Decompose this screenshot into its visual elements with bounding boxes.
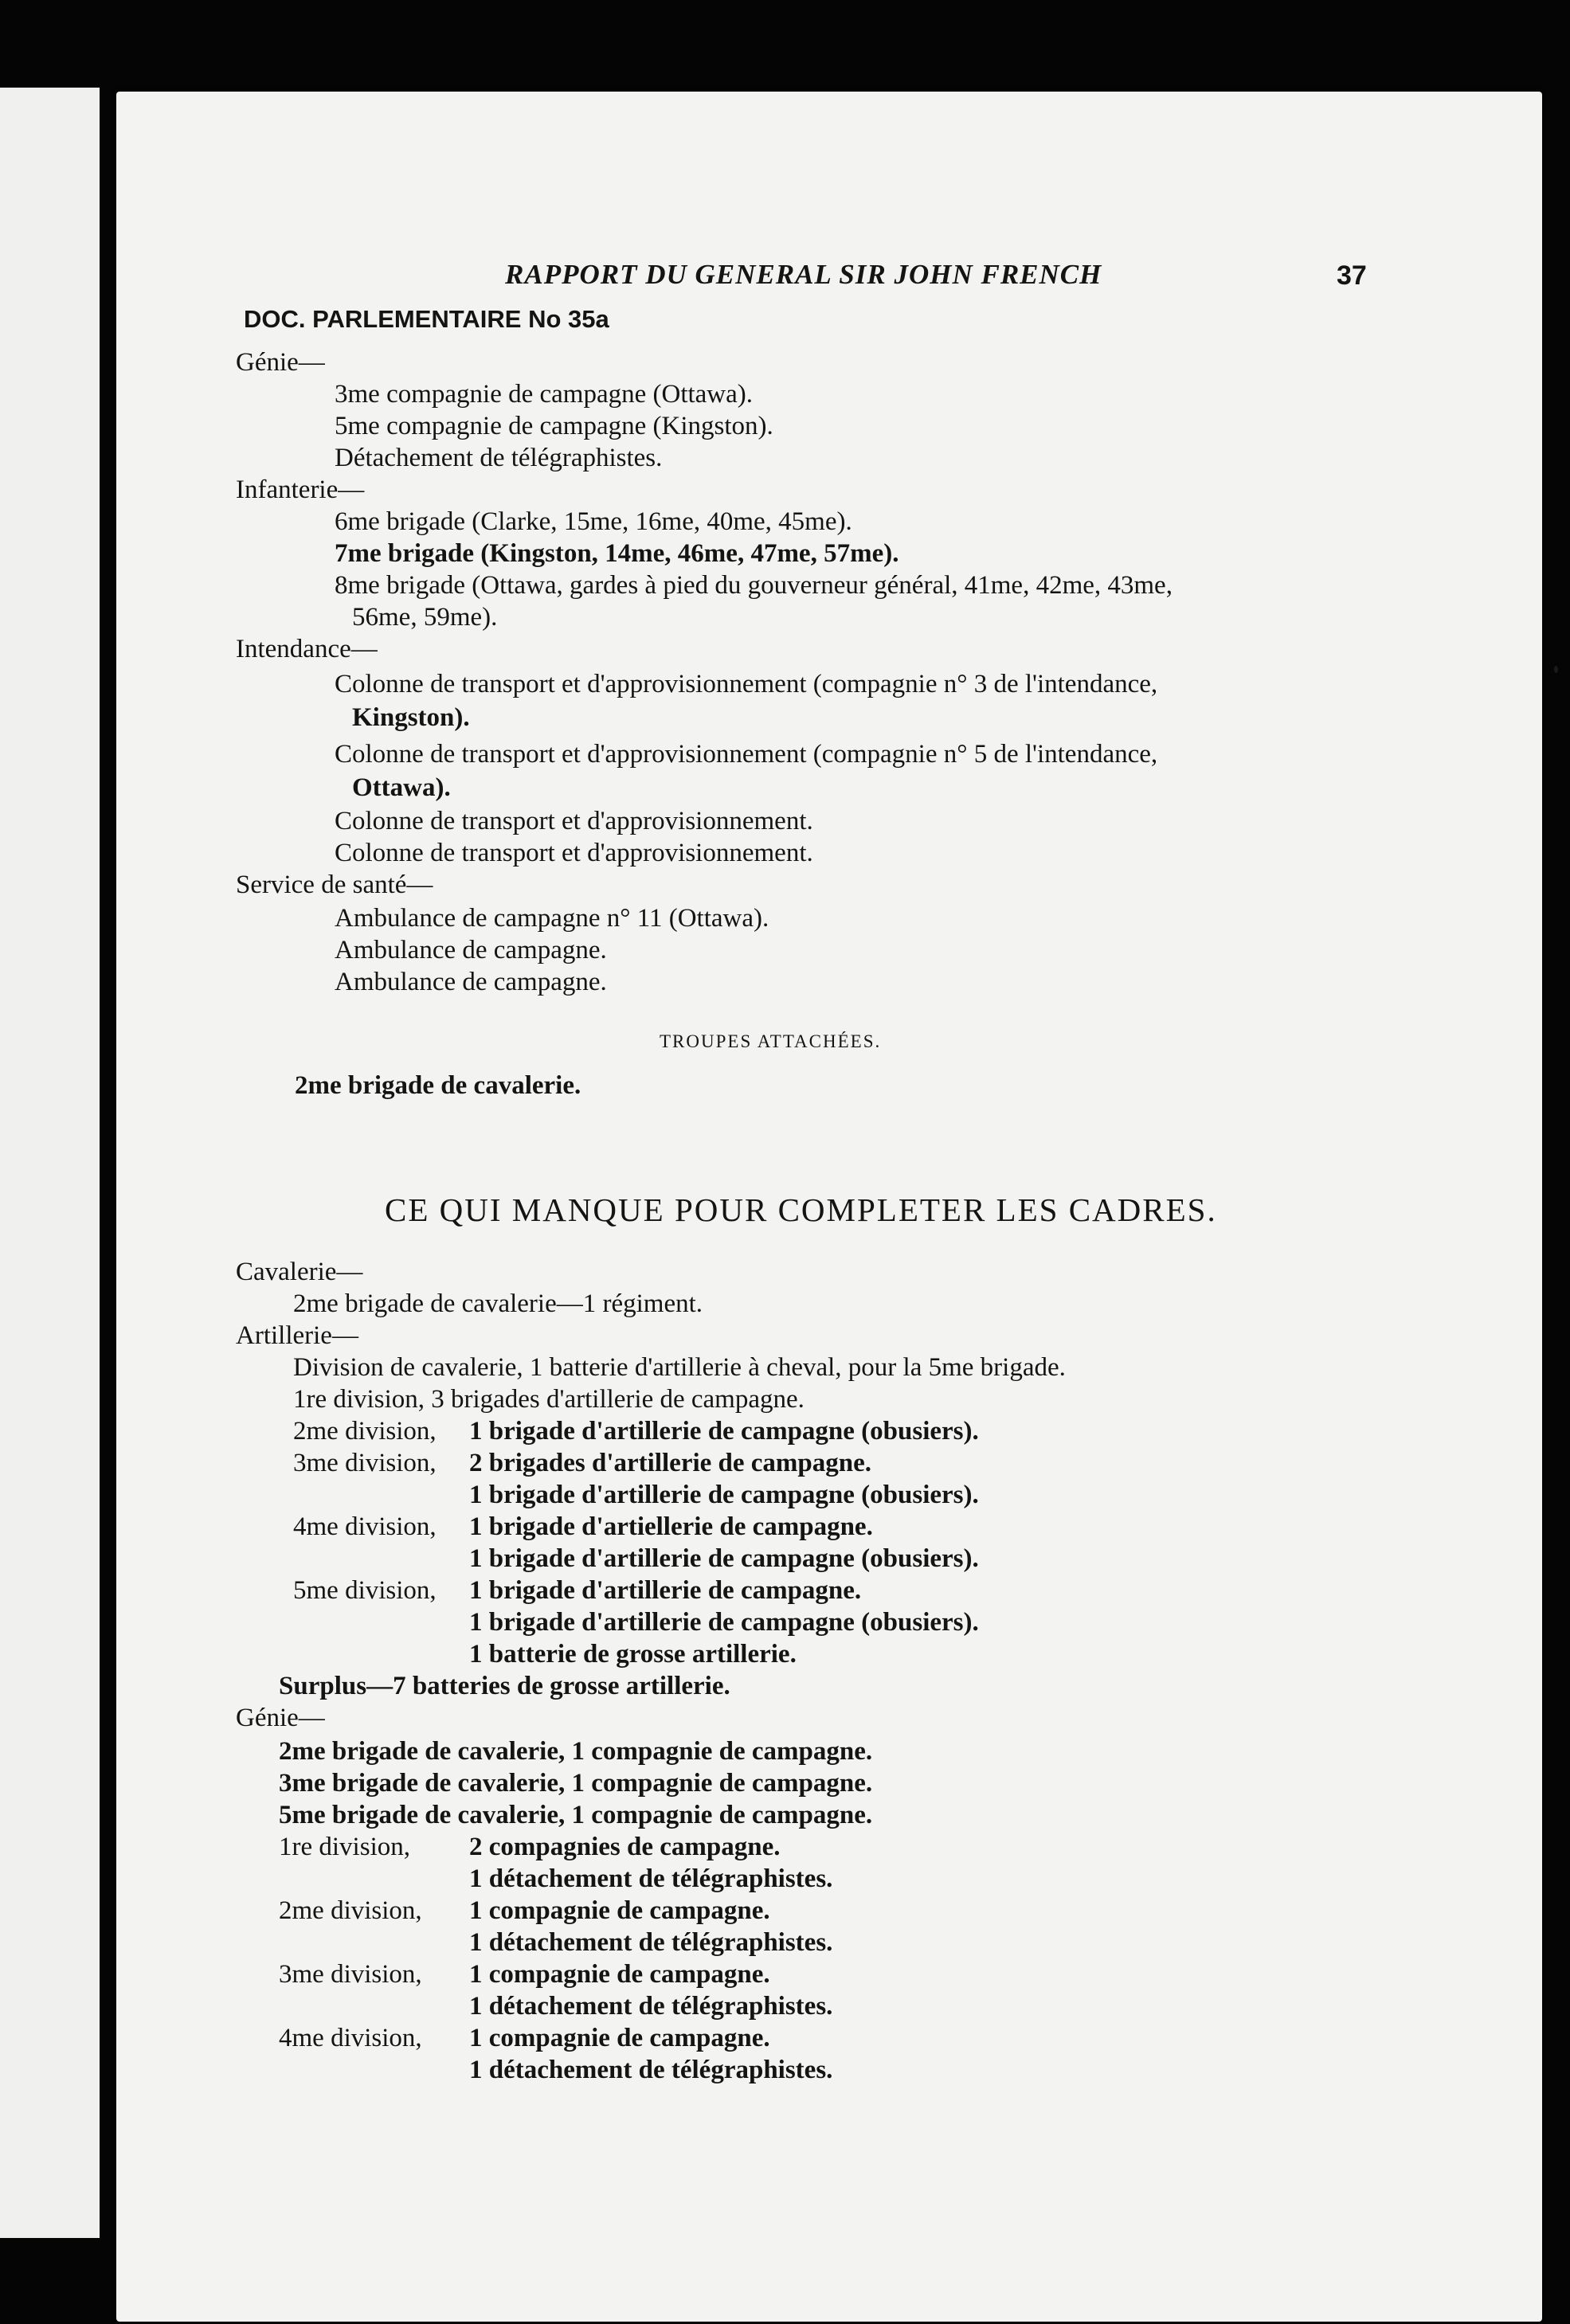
intendance-item-continued: Kingston). xyxy=(352,703,470,732)
genie2-line: 3me brigade de cavalerie, 1 compagnie de campagne. xyxy=(279,1769,873,1798)
genie2-line: 1 détachement de télégraphistes. xyxy=(469,1864,833,1893)
cavalerie-heading: Cavalerie— xyxy=(236,1258,363,1286)
document-label: DOC. PARLEMENTAIRE No 35a xyxy=(244,305,609,333)
artillerie-line: 1 brigade d'artiellerie de campagne. xyxy=(469,1512,873,1541)
genie2-line: 1 détachement de télégraphistes. xyxy=(469,1928,833,1957)
cavalerie-item: 2me brigade de cavalerie—1 régiment. xyxy=(293,1289,703,1318)
genie2-line: 1 compagnie de campagne. xyxy=(469,1896,770,1925)
genie2-line: 2me brigade de cavalerie, 1 compagnie de campagne. xyxy=(279,1737,873,1766)
artillerie-line: 1 batterie de grosse artillerie. xyxy=(469,1640,797,1669)
previous-page-edge xyxy=(0,88,100,2238)
genie-heading: Génie— xyxy=(236,348,325,377)
genie2-line: 1 détachement de télégraphistes. xyxy=(469,2056,833,2084)
genie2-line-lead: 4me division, xyxy=(279,2024,422,2052)
running-head: RAPPORT DU GENERAL SIR JOHN FRENCH xyxy=(505,259,1102,290)
genie2-line: 1 compagnie de campagne. xyxy=(469,1960,770,1989)
genie2-line: 5me brigade de cavalerie, 1 compagnie de campagne. xyxy=(279,1801,873,1829)
artillerie-heading: Artillerie— xyxy=(236,1321,358,1350)
artillerie-line-lead: 2me division, xyxy=(293,1417,437,1446)
document-page xyxy=(116,92,1542,2322)
artillerie-line: 2 brigades d'artillerie de campagne. xyxy=(469,1449,872,1477)
page-number: 37 xyxy=(1337,260,1367,291)
artillerie-line: Division de cavalerie, 1 batterie d'artillerie à cheval, pour la 5me brigade. xyxy=(293,1353,1066,1382)
intendance-item: Colonne de transport et d'approvisionnement. xyxy=(335,839,813,867)
artillerie-line-lead: 4me division, xyxy=(293,1512,437,1541)
genie-item: Détachement de télégraphistes. xyxy=(335,444,663,472)
intendance-heading: Intendance— xyxy=(236,635,378,663)
sante-item: Ambulance de campagne n° 11 (Ottawa). xyxy=(335,904,769,933)
intendance-item: Colonne de transport et d'approvisionnement (compagnie n° 5 de l'intendance, xyxy=(335,740,1158,769)
surplus-line: Surplus—7 batteries de grosse artillerie. xyxy=(279,1672,730,1700)
sante-item: Ambulance de campagne. xyxy=(335,936,607,964)
artillerie-line: 1re division, 3 brigades d'artillerie de campagne. xyxy=(293,1385,805,1414)
genie2-line-lead: 1re division, xyxy=(279,1833,410,1861)
artillerie-line-lead: 3me division, xyxy=(293,1449,437,1477)
artillerie-line: 1 brigade d'artillerie de campagne. xyxy=(469,1576,862,1605)
artillerie-line: 1 brigade d'artillerie de campagne (obusiers). xyxy=(469,1544,979,1573)
genie2-heading: Génie— xyxy=(236,1704,325,1732)
intendance-item: Colonne de transport et d'approvisionnement (compagnie n° 3 de l'intendance, xyxy=(335,670,1158,698)
artillerie-line: 1 brigade d'artillerie de campagne (obusiers). xyxy=(469,1481,979,1509)
infanterie-item: 6me brigade (Clarke, 15me, 16me, 40me, 45me). xyxy=(335,507,852,536)
infanterie-item-continued: 56me, 59me). xyxy=(352,603,498,632)
genie2-line: 1 compagnie de campagne. xyxy=(469,2024,770,2052)
genie-item: 5me compagnie de campagne (Kingston). xyxy=(335,412,773,440)
infanterie-heading: Infanterie— xyxy=(236,475,365,504)
artillerie-line-lead: 5me division, xyxy=(293,1576,437,1605)
scan-speck xyxy=(1554,666,1558,673)
attached-troops-heading: TROUPES ATTACHÉES. xyxy=(660,1031,882,1051)
infanterie-item: 7me brigade (Kingston, 14me, 46me, 47me, 57me). xyxy=(335,539,899,568)
genie-item: 3me compagnie de campagne (Ottawa). xyxy=(335,380,754,409)
genie2-line: 1 détachement de télégraphistes. xyxy=(469,1992,833,2021)
artillerie-line: 1 brigade d'artillerie de campagne (obusiers). xyxy=(469,1417,979,1446)
intendance-item: Colonne de transport et d'approvisionnement. xyxy=(335,807,813,835)
sante-item: Ambulance de campagne. xyxy=(335,968,607,996)
genie2-line-lead: 3me division, xyxy=(279,1960,422,1989)
infanterie-item: 8me brigade (Ottawa, gardes à pied du gouverneur général, 41me, 42me, 43me, xyxy=(335,571,1173,600)
intendance-item-continued: Ottawa). xyxy=(352,773,451,802)
genie2-line-lead: 2me division, xyxy=(279,1896,422,1925)
artillerie-line: 1 brigade d'artillerie de campagne (obusiers). xyxy=(469,1608,979,1637)
section-title: CE QUI MANQUE POUR COMPLETER LES CADRES. xyxy=(385,1191,1217,1228)
sante-heading: Service de santé— xyxy=(236,871,433,899)
attached-troops-item: 2me brigade de cavalerie. xyxy=(295,1071,581,1100)
genie2-line: 2 compagnies de campagne. xyxy=(469,1833,781,1861)
